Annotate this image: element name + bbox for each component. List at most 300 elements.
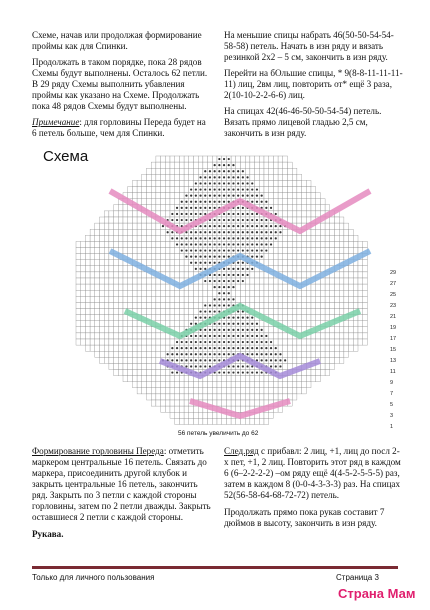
- chart-dot: [214, 176, 216, 178]
- chart-dot: [251, 182, 253, 184]
- chart-dot: [251, 329, 253, 331]
- chart-cell: [95, 351, 100, 357]
- chart-cell: [330, 241, 335, 247]
- chart-cell: [269, 168, 274, 174]
- chart-cell: [335, 345, 340, 351]
- chart-cell: [85, 327, 90, 333]
- chart-dot: [190, 256, 192, 258]
- chart-cell: [297, 309, 302, 315]
- chart-cell: [76, 260, 81, 266]
- chart-dot: [232, 237, 234, 239]
- chart-cell: [269, 309, 274, 315]
- chart-dot: [256, 243, 258, 245]
- sleeves-heading: Рукава.: [32, 529, 64, 539]
- chart-cell: [179, 168, 184, 174]
- chart-dot: [209, 182, 211, 184]
- chart-cell: [259, 168, 264, 174]
- chart-cell: [255, 168, 260, 174]
- chart-dot: [265, 237, 267, 239]
- chart-cell: [95, 309, 100, 315]
- chart-dot: [223, 243, 225, 245]
- chart-cell: [100, 284, 105, 290]
- chart-cell: [184, 290, 189, 296]
- chart-cell: [288, 309, 293, 315]
- chart-cell: [297, 235, 302, 241]
- chart-cell: [137, 193, 142, 199]
- chart-cell: [283, 339, 288, 345]
- chart-cell: [156, 302, 161, 308]
- chart-dot: [195, 237, 197, 239]
- chart-cell: [325, 351, 330, 357]
- chart-cell: [165, 180, 170, 186]
- chart-cell: [302, 382, 307, 388]
- chart-cell: [184, 187, 189, 193]
- chart-cell: [156, 229, 161, 235]
- chart-cell: [128, 290, 133, 296]
- chart-cell: [100, 357, 105, 363]
- chart-dot: [218, 201, 220, 203]
- chart-cell: [109, 266, 114, 272]
- chart-cell: [142, 187, 147, 193]
- watermark-logo: Страна Мам: [338, 586, 416, 601]
- chart-cell: [132, 229, 137, 235]
- chart-cell: [335, 272, 340, 278]
- chart-cell: [175, 412, 180, 418]
- chart-cell: [170, 388, 175, 394]
- chart-dot: [199, 188, 201, 190]
- chart-dot: [242, 182, 244, 184]
- chart-dot: [209, 256, 211, 258]
- chart-cell: [245, 418, 250, 424]
- chart-cell: [156, 180, 161, 186]
- chart-dot: [209, 335, 211, 337]
- chart-cell: [123, 278, 128, 284]
- chart-cell: [175, 321, 180, 327]
- chart-dot: [176, 237, 178, 239]
- chart-cell: [245, 376, 250, 382]
- chart-cell: [147, 382, 152, 388]
- chart-cell: [151, 339, 156, 345]
- chart-cell: [90, 345, 95, 351]
- chart-cell: [344, 296, 349, 302]
- chart-dot: [228, 323, 230, 325]
- chart-cell: [273, 394, 278, 400]
- chart-dot: [209, 237, 211, 239]
- chart-cell: [156, 241, 161, 247]
- chart-cell: [132, 193, 137, 199]
- chart-dot: [242, 335, 244, 337]
- chart-cell: [179, 388, 184, 394]
- chart-cell: [255, 290, 260, 296]
- chart-cell: [278, 260, 283, 266]
- chart-cell: [109, 241, 114, 247]
- chart-cell: [179, 290, 184, 296]
- chart-dot: [232, 329, 234, 331]
- chart-cell: [311, 302, 316, 308]
- chart-cell: [269, 412, 274, 418]
- chart-cell: [179, 400, 184, 406]
- chart-cell: [95, 321, 100, 327]
- chart-cell: [156, 345, 161, 351]
- chart-cell: [320, 345, 325, 351]
- chart-cell: [194, 156, 199, 162]
- chart-cell: [306, 345, 311, 351]
- chart-cell: [100, 229, 105, 235]
- chart-cell: [212, 382, 217, 388]
- chart-title: Схема: [43, 148, 89, 165]
- chart-cell: [208, 412, 213, 418]
- neckline-text: : отметить маркером центральные 16 петель. Связать до маркера, присоединить другой клубок и закрыть центральные 16 петель, закончить ряд. Закрыть по 3 петли с каждой стороны горловины, затем по 2 петли дважды. Закрыть оставшиеся 2 петли с каждой стороны.: [32, 446, 211, 522]
- chart-dot: [228, 164, 230, 166]
- chart-dot: [185, 195, 187, 197]
- chart-cell: [212, 412, 217, 418]
- chart-dot: [242, 268, 244, 270]
- chart-cell: [320, 290, 325, 296]
- chart-cell: [170, 248, 175, 254]
- chart-cell: [175, 315, 180, 321]
- chart-cell: [118, 327, 123, 333]
- chart-cell: [217, 394, 222, 400]
- chart-cell: [132, 302, 137, 308]
- chart-cell: [288, 211, 293, 217]
- chart-dot: [232, 243, 234, 245]
- chart-dot: [218, 335, 220, 337]
- chart-cell: [165, 254, 170, 260]
- chart-cell: [142, 357, 147, 363]
- chart-dot: [256, 353, 258, 355]
- chart-dot: [195, 335, 197, 337]
- chart-dot: [204, 365, 206, 367]
- chart-cell: [335, 333, 340, 339]
- chart-cell: [109, 321, 114, 327]
- chart-cell: [100, 254, 105, 260]
- chart-cell: [278, 382, 283, 388]
- chart-cell: [311, 284, 316, 290]
- chart-cell: [100, 345, 105, 351]
- chart-cell: [175, 187, 180, 193]
- chart-dot: [218, 286, 220, 288]
- chart-cell: [203, 284, 208, 290]
- chart-cell: [288, 229, 293, 235]
- chart-dot: [190, 207, 192, 209]
- chart-cell: [283, 241, 288, 247]
- chart-cell: [259, 321, 264, 327]
- chart-dot: [228, 249, 230, 251]
- chart-cell: [335, 327, 340, 333]
- chart-cell: [358, 339, 363, 345]
- chart-dot: [214, 207, 216, 209]
- chart-dot: [185, 249, 187, 251]
- row-number: 27: [390, 281, 397, 287]
- chart-dot: [176, 207, 178, 209]
- chart-cell: [236, 388, 241, 394]
- chart-cell: [292, 205, 297, 211]
- chart-cell: [184, 174, 189, 180]
- chart-cell: [151, 357, 156, 363]
- chart-cell: [147, 309, 152, 315]
- chart-dot: [190, 353, 192, 355]
- chart-dot: [270, 359, 272, 361]
- chart-cell: [297, 351, 302, 357]
- chart-cell: [109, 315, 114, 321]
- chart-dot: [265, 201, 267, 203]
- chart-cell: [245, 290, 250, 296]
- chart-cell: [170, 187, 175, 193]
- chart-cell: [100, 321, 105, 327]
- chart-dot: [284, 359, 286, 361]
- chart-cell: [156, 162, 161, 168]
- chart-cell: [288, 162, 293, 168]
- chart-cell: [161, 400, 166, 406]
- chart-cell: [132, 351, 137, 357]
- chart-cell: [311, 260, 316, 266]
- chart-cell: [255, 382, 260, 388]
- chart-cell: [297, 180, 302, 186]
- chart-cell: [278, 254, 283, 260]
- chart-cell: [297, 241, 302, 247]
- chart-cell: [236, 162, 241, 168]
- chart-cell: [292, 296, 297, 302]
- chart-cell: [151, 284, 156, 290]
- chart-cell: [137, 284, 142, 290]
- chart-dot: [167, 231, 169, 233]
- chart-dot: [251, 317, 253, 319]
- chart-cell: [306, 296, 311, 302]
- chart-cell: [95, 327, 100, 333]
- chart-dot: [218, 371, 220, 373]
- chart-dot: [223, 335, 225, 337]
- chart-cell: [297, 321, 302, 327]
- chart-cell: [161, 156, 166, 162]
- chart-cell: [273, 296, 278, 302]
- chart-cell: [330, 363, 335, 369]
- chart-cell: [297, 199, 302, 205]
- chart-cell: [320, 351, 325, 357]
- chart-dot: [223, 353, 225, 355]
- chart-cell: [114, 363, 119, 369]
- chart-cell: [358, 278, 363, 284]
- chart-dot: [176, 219, 178, 221]
- knitting-chart-svg: [40, 146, 405, 444]
- chart-cell: [259, 180, 264, 186]
- chart-cell: [330, 254, 335, 260]
- chart-cell: [109, 345, 114, 351]
- chart-cell: [118, 217, 123, 223]
- chart-cell: [269, 180, 274, 186]
- chart-dot: [199, 353, 201, 355]
- chart-dot: [214, 347, 216, 349]
- chart-dot: [237, 329, 239, 331]
- chart-dot: [237, 195, 239, 197]
- chart-cell: [231, 290, 236, 296]
- chart-cell: [208, 156, 213, 162]
- chart-cell: [95, 248, 100, 254]
- chart-cell: [264, 296, 269, 302]
- chart-cell: [123, 235, 128, 241]
- chart-dot: [204, 268, 206, 270]
- chart-cell: [231, 382, 236, 388]
- chart-dot: [232, 347, 234, 349]
- chart-dot: [223, 249, 225, 251]
- chart-dot: [223, 371, 225, 373]
- chart-cell: [161, 266, 166, 272]
- chart-cell: [142, 376, 147, 382]
- footer-rule: [32, 566, 398, 569]
- chart-cell: [118, 235, 123, 241]
- chart-cell: [123, 284, 128, 290]
- chart-cell: [222, 400, 227, 406]
- chart-cell: [100, 290, 105, 296]
- chart-cell: [283, 382, 288, 388]
- chart-cell: [132, 345, 137, 351]
- chart-cell: [245, 296, 250, 302]
- chart-cell: [259, 302, 264, 308]
- chart-cell: [273, 388, 278, 394]
- chart-dot: [232, 323, 234, 325]
- chart-cell: [100, 315, 105, 321]
- chart-dot: [204, 280, 206, 282]
- chart-dot: [209, 188, 211, 190]
- chart-cell: [170, 296, 175, 302]
- chart-dot: [237, 262, 239, 264]
- chart-dot: [195, 243, 197, 245]
- chart-cell: [283, 363, 288, 369]
- chart-cell: [231, 156, 236, 162]
- chart-cell: [175, 406, 180, 412]
- chart-dot: [185, 213, 187, 215]
- chart-cell: [184, 412, 189, 418]
- chart-cell: [118, 223, 123, 229]
- chart-cell: [170, 205, 175, 211]
- chart-cell: [320, 254, 325, 260]
- chart-cell: [353, 266, 358, 272]
- chart-cell: [161, 388, 166, 394]
- chart-cell: [269, 260, 274, 266]
- chart-dot: [237, 182, 239, 184]
- chart-cell: [297, 205, 302, 211]
- chart-cell: [316, 345, 321, 351]
- chart-cell: [306, 241, 311, 247]
- chart-cell: [208, 394, 213, 400]
- chart-cell: [330, 260, 335, 266]
- chart-cell: [175, 162, 180, 168]
- chart-cell: [292, 260, 297, 266]
- chart-cell: [170, 168, 175, 174]
- chart-cell: [311, 193, 316, 199]
- chart-dot: [223, 286, 225, 288]
- chart-cell: [269, 254, 274, 260]
- chart-cell: [170, 199, 175, 205]
- chart-cell: [156, 187, 161, 193]
- chart-cell: [212, 394, 217, 400]
- chart-cell: [250, 162, 255, 168]
- chart-cell: [306, 315, 311, 321]
- chart-cell: [269, 327, 274, 333]
- chart-cell: [142, 254, 147, 260]
- chart-cell: [236, 376, 241, 382]
- chart-cell: [132, 180, 137, 186]
- chart-cell: [278, 205, 283, 211]
- chart-cell: [259, 284, 264, 290]
- row-number: 25: [390, 292, 397, 298]
- chart-dot: [261, 359, 263, 361]
- chart-cell: [203, 418, 208, 424]
- chart-cell: [114, 309, 119, 315]
- chart-cell: [189, 284, 194, 290]
- chart-dot: [251, 219, 253, 221]
- chart-cell: [161, 309, 166, 315]
- chart-cell: [269, 302, 274, 308]
- chart-cell: [283, 235, 288, 241]
- chart-cell: [142, 309, 147, 315]
- chart-cell: [339, 309, 344, 315]
- chart-dot: [171, 213, 173, 215]
- chart-cell: [241, 296, 246, 302]
- chart-cell: [114, 321, 119, 327]
- chart-cell: [325, 302, 330, 308]
- chart-cell: [147, 284, 152, 290]
- chart-cell: [245, 388, 250, 394]
- chart-cell: [151, 229, 156, 235]
- chart-cell: [217, 376, 222, 382]
- chart-cell: [95, 345, 100, 351]
- chart-cell: [132, 248, 137, 254]
- chart-cell: [264, 382, 269, 388]
- chart-cell: [363, 302, 368, 308]
- chart-dot: [246, 231, 248, 233]
- chart-cell: [161, 229, 166, 235]
- neckline-paragraph: [32, 446, 212, 523]
- chart-cell: [128, 211, 133, 217]
- chart-dot: [246, 323, 248, 325]
- chart-cell: [297, 382, 302, 388]
- chart-cell: [147, 199, 152, 205]
- chart-cell: [217, 388, 222, 394]
- row-number: 3: [390, 413, 394, 419]
- chart-cell: [156, 248, 161, 254]
- chart-cell: [250, 400, 255, 406]
- chart-cell: [95, 333, 100, 339]
- chart-cell: [151, 162, 156, 168]
- chart-cell: [137, 217, 142, 223]
- chart-dot: [218, 231, 220, 233]
- chart-cell: [311, 199, 316, 205]
- chart-cell: [104, 260, 109, 266]
- chart-cell: [104, 296, 109, 302]
- chart-dot: [204, 231, 206, 233]
- chart-cell: [132, 187, 137, 193]
- chart-dot: [279, 353, 281, 355]
- chart-cell: [320, 248, 325, 254]
- chart-cell: [273, 174, 278, 180]
- chart-dot: [199, 201, 201, 203]
- chart-dot: [237, 371, 239, 373]
- chart-cell: [118, 370, 123, 376]
- chart-cell: [302, 296, 307, 302]
- chart-cell: [320, 339, 325, 345]
- chart-dot: [204, 182, 206, 184]
- chart-cell: [306, 302, 311, 308]
- chart-cell: [330, 302, 335, 308]
- chart-cell: [273, 156, 278, 162]
- chart-cell: [278, 290, 283, 296]
- chart-cell: [184, 162, 189, 168]
- chart-cell: [147, 278, 152, 284]
- chart-cell: [85, 339, 90, 345]
- chart-dot: [242, 225, 244, 227]
- chart-cell: [147, 363, 152, 369]
- chart-cell: [297, 376, 302, 382]
